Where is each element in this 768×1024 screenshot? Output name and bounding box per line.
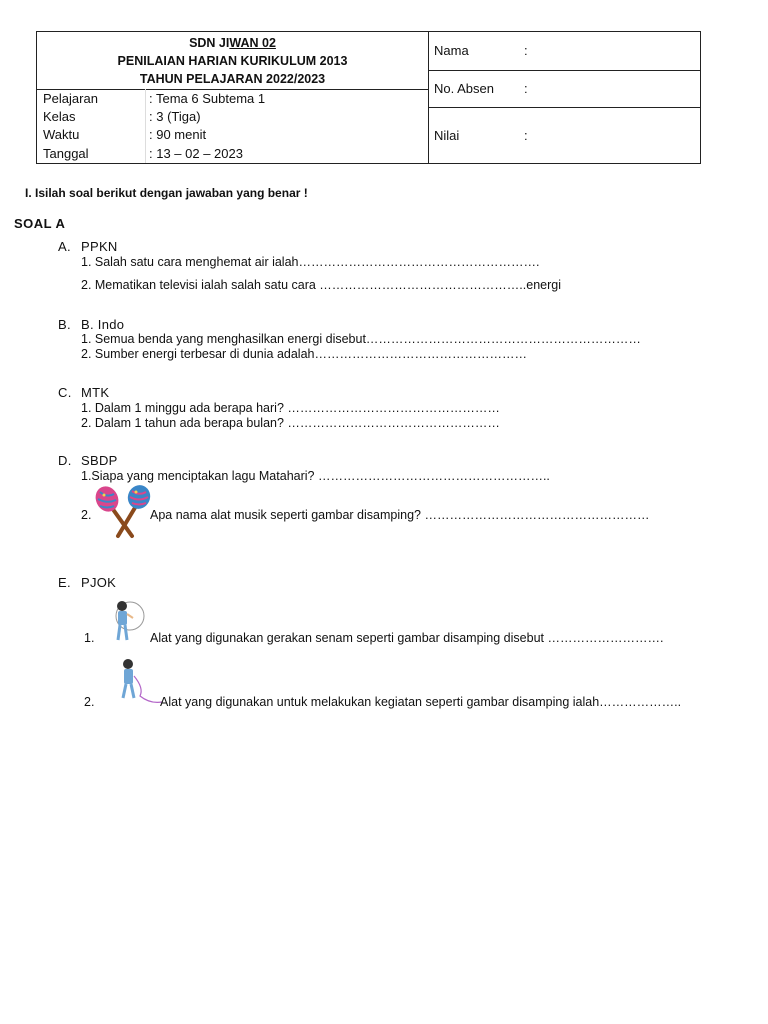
header-box [36,31,701,164]
section-c-label: C. [58,385,72,400]
question-d2-number: 2. [81,508,92,522]
section-e-name: PJOK [81,575,117,590]
info-value: : Tema 6 Subtema 1 [149,91,266,106]
question-e2: Alat yang digunakan untuk melakukan kegiatan seperti gambar disamping ialah……………….. [160,695,682,709]
field-label: Nama [434,43,469,58]
school-year: TAHUN PELAJARAN 2022/2023 [139,72,326,86]
question-a1: 1. Salah satu cara menghemat air ialah…………………………………………………. [81,255,540,269]
info-key: Waktu [43,127,80,142]
info-row-kelas [37,109,428,127]
question-a2: 2. Mematikan televisi ialah salah satu cara …………………………………………..energi [81,278,562,292]
info-value: : 3 (Tiga) [149,109,201,124]
school-name-underlined: WAN [229,36,259,50]
school-block [37,32,428,90]
question-c2: 2. Dalam 1 tahun ada berapa bulan? …………………………………………… [81,416,500,430]
exam-title: PENILAIAN HARIAN KURIKULUM 2013 [117,54,348,68]
question-d2: Apa nama alat musik seperti gambar disamping? ……………………………………………… [150,508,650,522]
section-a-name: PPKN [81,239,118,254]
question-b1: 1. Semua benda yang menghasilkan energi disebut………………………………………………………… [81,332,641,346]
info-key: Pelajaran [43,91,98,106]
field-colon: : [524,81,528,96]
divider [428,70,700,71]
info-row-pelajaran [37,91,428,109]
question-e1: Alat yang digunakan gerakan senam seperti gambar disamping disebut ………………………. [150,631,664,645]
field-label: Nilai [434,128,460,143]
soal-title: SOAL A [14,216,66,231]
info-key: Kelas [43,109,76,124]
question-c1: 1. Dalam 1 minggu ada berapa hari? …………………………………………… [81,401,500,415]
info-row-waktu [37,127,428,145]
maracas-icon [92,484,154,540]
info-row-tanggal [37,146,428,164]
section-b-name: B. Indo [81,317,125,332]
question-d1: 1.Siapa yang menciptakan lagu Matahari? ……………………………………………….. [81,469,550,483]
info-value: : 13 – 02 – 2023 [149,146,243,161]
header-right [428,32,700,163]
question-b2: 2. Sumber energi terbesar di dunia adalah…………………………………………… [81,347,527,361]
question-e2-number: 2. [84,695,95,709]
divider [428,107,700,108]
section-a-label: A. [58,239,71,254]
field-colon: : [524,128,528,143]
instruction: I. Isilah soal berikut dengan jawaban yang benar ! [25,186,308,200]
info-block [37,89,428,163]
header-left [37,32,429,163]
field-label: No. Absen [434,81,494,96]
hula-hoop-icon [108,598,152,644]
question-e1-number: 1. [84,631,95,645]
info-key: Tanggal [43,146,89,161]
section-b-label: B. [58,317,71,332]
section-c-name: MTK [81,385,110,400]
school-name-number: 02 [258,36,276,50]
school-name [37,32,428,52]
jump-rope-icon [114,656,164,708]
field-colon: : [524,43,528,58]
section-e-label: E. [58,575,71,590]
section-d-label: D. [58,453,72,468]
info-value: : 90 menit [149,127,207,142]
school-name-part: SDN JI [189,36,230,50]
section-d-name: SBDP [81,453,118,468]
